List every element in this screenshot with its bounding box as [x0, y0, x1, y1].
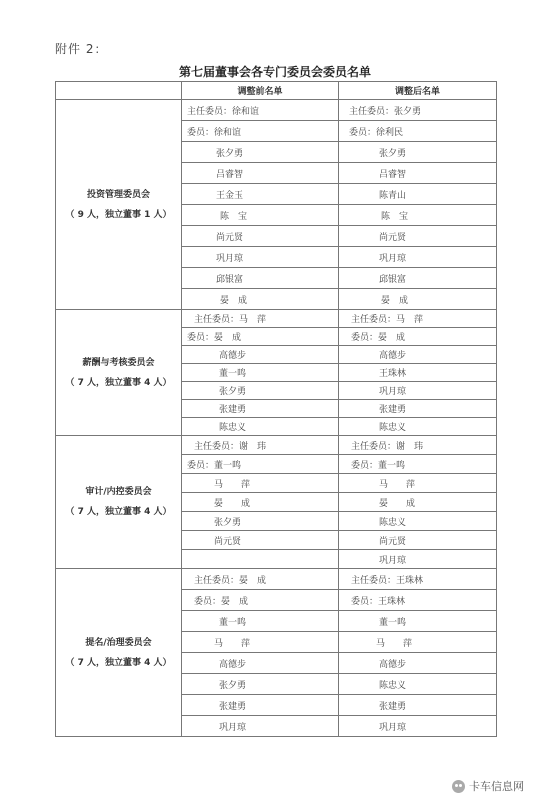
member-before-cell: [182, 268, 339, 289]
member-before-cell: [182, 247, 339, 268]
member-before: 委员：晏 成: [187, 333, 242, 343]
member-before: 尚元贤: [214, 536, 242, 547]
member-row: [56, 310, 497, 328]
member-before-cell: [182, 184, 339, 205]
member-before: 尚元贤: [216, 232, 244, 243]
member-row: [56, 436, 497, 455]
member-before-cell: [182, 695, 339, 716]
member-before: 晏 成: [214, 498, 251, 509]
member-before: 主任委员：徐和谊: [187, 106, 260, 117]
member-before-cell: [182, 364, 339, 382]
committee-table: [55, 81, 497, 737]
member-after: 委员：晏 成: [351, 333, 406, 343]
member-after: 张夕勇: [379, 148, 407, 159]
member-after: 委员：董一鸣: [351, 460, 406, 471]
member-after-cell: [339, 184, 497, 205]
member-before-cell: [182, 418, 339, 436]
member-before-cell: [182, 205, 339, 226]
member-after: 晏 成: [381, 295, 409, 306]
member-before-cell: [182, 142, 339, 163]
member-after: 主任委员：王珠林: [351, 575, 424, 586]
member-after: 巩月琼: [379, 253, 407, 264]
member-before: 委员：董一鸣: [187, 460, 242, 471]
committee-name-cell: [56, 310, 182, 436]
committee-name: 薪酬与考核委员会: [82, 357, 155, 368]
member-before: 张夕勇: [219, 680, 247, 691]
member-before-cell: [182, 674, 339, 695]
member-before-cell: [182, 400, 339, 418]
member-after: 张建勇: [379, 405, 407, 415]
member-before: 张建勇: [219, 405, 247, 415]
member-before: 张建勇: [219, 701, 247, 712]
member-before-cell: [182, 455, 339, 474]
member-after: 尚元贤: [379, 536, 407, 547]
attachment-label: 附件 2：: [55, 42, 108, 56]
member-before: 张夕勇: [219, 387, 247, 397]
committee-note: （ 7 人，独立董事 4 人）: [65, 507, 172, 517]
member-after: 马 萍: [376, 638, 413, 649]
member-after: 主任委员：谢 玮: [351, 441, 424, 452]
member-after-cell: [339, 226, 497, 247]
member-row: [56, 569, 497, 590]
member-after: 陈忠义: [379, 517, 407, 528]
member-after: 王珠林: [379, 369, 407, 379]
committee-name: 审计/内控委员会: [85, 487, 152, 497]
member-after-cell: [339, 205, 497, 226]
member-before-cell: [182, 590, 339, 611]
member-before-cell: [182, 653, 339, 674]
header-after: 调整后名单: [339, 82, 497, 100]
member-after-cell: [339, 121, 497, 142]
member-after-cell: [339, 346, 497, 364]
member-after-cell: [339, 512, 497, 531]
member-before: 高德步: [219, 351, 247, 361]
member-before: 高德步: [219, 659, 247, 670]
member-after: 高德步: [379, 351, 407, 361]
member-after-cell: [339, 653, 497, 674]
member-before-cell: [182, 121, 339, 142]
member-after-cell: [339, 531, 497, 550]
committee-note: （ 7 人，独立董事 4 人）: [65, 657, 172, 668]
member-before: 邱银富: [216, 274, 244, 285]
member-before-cell: [182, 226, 339, 247]
member-after: 委员：徐利民: [349, 127, 404, 138]
member-before: 巩月琼: [219, 722, 247, 733]
member-before-cell: [182, 289, 339, 310]
member-after: 主任委员：马 萍: [351, 315, 424, 325]
member-after: 晏 成: [379, 498, 416, 509]
member-after-cell: [339, 328, 497, 346]
member-after: 巩月琼: [379, 555, 407, 566]
member-after-cell: [339, 289, 497, 310]
member-before-cell: [182, 328, 339, 346]
member-before: 马 萍: [214, 479, 251, 490]
member-after: 张建勇: [379, 701, 407, 712]
member-before: 主任委员：晏 成: [194, 575, 267, 586]
watermark: [452, 778, 524, 794]
member-before-cell: [182, 531, 339, 550]
header-before: 调整前名单: [182, 82, 339, 100]
member-after: 董一鸣: [379, 617, 407, 628]
member-after-cell: [339, 716, 497, 737]
member-after-cell: [339, 100, 497, 121]
member-after: 尚元贤: [379, 232, 407, 243]
member-after: 巩月琼: [379, 387, 407, 397]
committee-table-body: [56, 82, 497, 737]
member-before-cell: [182, 310, 339, 328]
member-before: 陈 宝: [220, 211, 248, 222]
member-before: 张夕勇: [216, 148, 244, 159]
committee-name-cell: [56, 569, 182, 737]
member-after: 陈 宝: [381, 211, 409, 222]
committee-name: 提名/治理委员会: [85, 637, 152, 648]
member-before: 陈忠义: [219, 423, 247, 433]
member-after-cell: [339, 493, 497, 512]
member-before: 董一鸣: [219, 617, 247, 628]
watermark-text: 卡车信息网: [469, 780, 524, 793]
member-row: [56, 100, 497, 121]
member-after-cell: [339, 569, 497, 590]
member-after-cell: [339, 364, 497, 382]
committee-name: 投资管理委员会: [86, 189, 150, 200]
member-before-cell: [182, 163, 339, 184]
member-before-cell: [182, 493, 339, 512]
member-before-cell: [182, 436, 339, 455]
member-before: 董一鸣: [219, 369, 247, 379]
header-blank: [56, 82, 182, 100]
member-before-cell: [182, 382, 339, 400]
header-row: [56, 82, 497, 100]
member-after: 邱银富: [379, 274, 407, 285]
member-after-cell: [339, 550, 497, 569]
member-before: 委员：晏 成: [194, 596, 249, 607]
member-after: 陈忠义: [379, 423, 407, 433]
member-before-cell: [182, 569, 339, 590]
committee-note: （ 7 人，独立董事 4 人）: [65, 377, 172, 388]
member-before: 马 萍: [214, 638, 251, 649]
member-before: 主任委员：谢 玮: [194, 441, 267, 452]
member-before-cell: [182, 474, 339, 493]
member-before: 巩月琼: [216, 253, 244, 264]
member-after: 陈青山: [379, 190, 407, 201]
member-after-cell: [339, 695, 497, 716]
member-after: 委员：王珠林: [351, 596, 406, 607]
member-before: 吕睿智: [216, 169, 244, 180]
document-title: 第七届董事会各专门委员会委员名单: [178, 65, 371, 79]
member-before: 主任委员：马 萍: [194, 315, 267, 325]
member-after: 主任委员：张夕勇: [349, 106, 422, 117]
member-before: 委员：徐和谊: [187, 127, 242, 138]
member-after-cell: [339, 474, 497, 493]
member-after-cell: [339, 382, 497, 400]
member-after-cell: [339, 436, 497, 455]
member-after: 陈忠义: [379, 680, 407, 691]
member-after-cell: [339, 632, 497, 653]
member-after-cell: [339, 247, 497, 268]
member-after-cell: [339, 674, 497, 695]
committee-name-cell: [56, 100, 182, 310]
member-after: 马 萍: [379, 479, 416, 490]
member-before-cell: [182, 632, 339, 653]
member-before: 晏 成: [220, 295, 248, 306]
member-after-cell: [339, 163, 497, 184]
member-after: 高德步: [379, 659, 407, 670]
member-after-cell: [339, 268, 497, 289]
member-after-cell: [339, 590, 497, 611]
member-after: 巩月琼: [379, 722, 407, 733]
member-after-cell: [339, 611, 497, 632]
member-after: 吕睿智: [379, 169, 407, 180]
member-before-cell: [182, 512, 339, 531]
member-after-cell: [339, 455, 497, 474]
member-before: 张夕勇: [214, 517, 242, 528]
member-before-cell: [182, 346, 339, 364]
member-before-cell: [182, 550, 339, 569]
committee-name-cell: [56, 436, 182, 569]
member-before-cell: [182, 100, 339, 121]
member-after-cell: [339, 400, 497, 418]
member-before-cell: [182, 611, 339, 632]
member-before: 王金玉: [216, 190, 244, 201]
member-after-cell: [339, 142, 497, 163]
member-before-cell: [182, 716, 339, 737]
committee-note: （ 9 人，独立董事 1 人）: [65, 209, 172, 220]
wechat-icon: [452, 780, 465, 793]
member-after-cell: [339, 310, 497, 328]
member-after-cell: [339, 418, 497, 436]
